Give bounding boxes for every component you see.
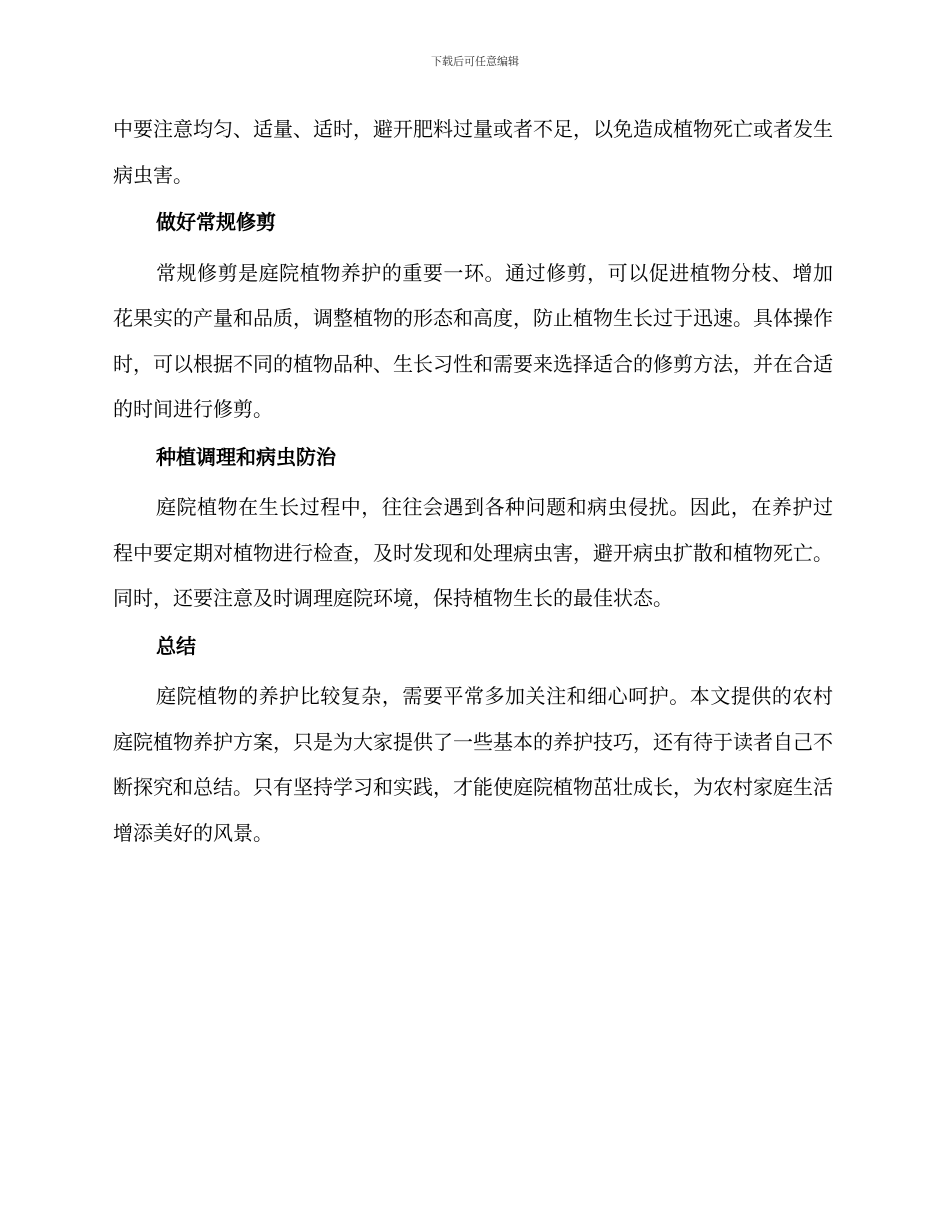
page-header: 下载后可任意编辑 [431, 55, 519, 68]
summary-heading: 总结 [156, 633, 196, 658]
summary-paragraph: 庭院植物的养护比较复杂，需要平常多加关注和细心呵护。本文提供的农村庭院植物养护方案，只是为大家提供了一些基本的养护技巧，还有待于读者自己不断探究和总结。只有坚持学习和实践，才能使庭院植物茁壮成长，为农村家庭生活增添美好的风景。 [113, 684, 833, 845]
document-body [113, 107, 833, 856]
intro-continuation-paragraph: 中要注意均匀、适量、适时，避开肥料过量或者不足，以免造成植物死亡或者发生病虫害。 [113, 117, 833, 187]
pruning-heading: 做好常规修剪 [156, 210, 276, 234]
pest-control-heading: 种植调理和病虫防治 [156, 444, 336, 469]
pruning-paragraph: 常规修剪是庭院植物养护的重要一环。通过修剪，可以促进植物分枝、增加花果实的产量和品质，调整植物的形态和高度，防止植物生长过于迅速。具体操作时，可以根据不同的植物品种、生长习性和需要来选择适合的修剪方法，并在合适的时间进行修剪。 [113, 260, 833, 421]
pest-control-paragraph: 庭院植物在生长过程中，往往会遇到各种问题和病虫侵扰。因此，在养护过程中要定期对植物进行检查，及时发现和处理病虫害，避开病虫扩散和植物死亡。同时，还要注意及时调理庭院环境，保持植物生长的最佳状态。 [113, 495, 833, 610]
